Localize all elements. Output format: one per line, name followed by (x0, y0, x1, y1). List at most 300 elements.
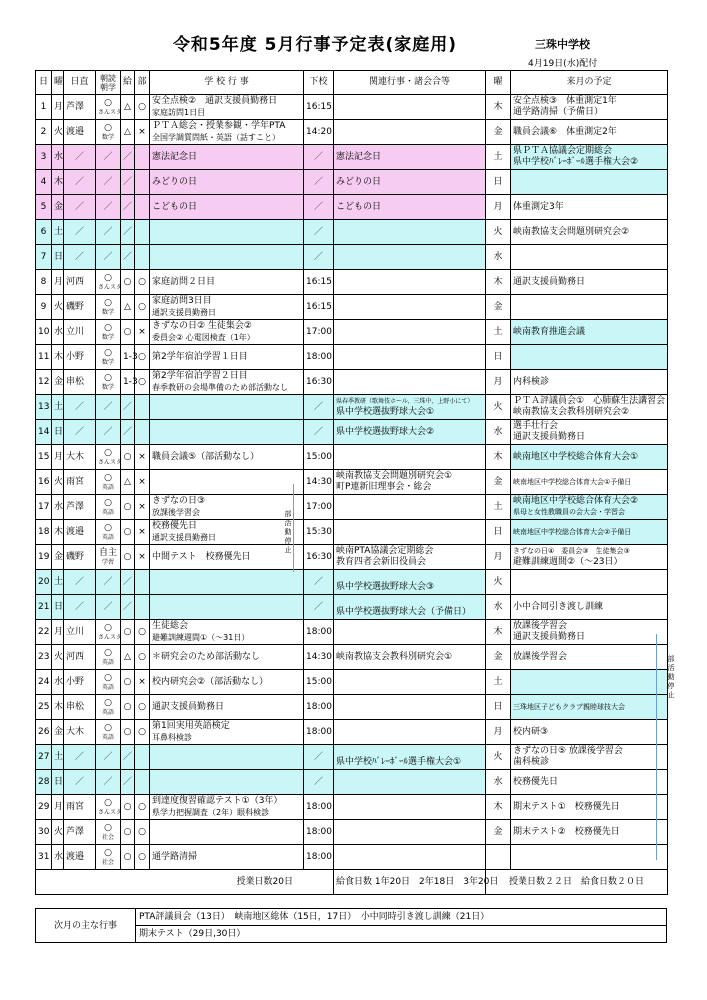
cell-lunch: ○ (121, 670, 135, 695)
cell-weekday: 木 (52, 170, 64, 195)
cell-related-events (334, 570, 486, 595)
cell-school-events (150, 220, 304, 245)
next-line-1: 期末テスト① 校務優先日 (513, 801, 620, 812)
cell-next-weekday: 水 (486, 245, 511, 270)
cell-day: 9 (36, 295, 52, 320)
cell-dismissal: 18:00 (304, 620, 334, 645)
cell-school-events (150, 95, 304, 120)
cell-day: 8 (36, 270, 52, 295)
next-line-1: 職員会議⑥ 体重測定2年 (513, 126, 617, 137)
club-stop-label-june: 部 活 動 停 止 (667, 655, 675, 699)
table-row (36, 195, 668, 220)
cell-club: × (135, 445, 150, 470)
cell-club: ○ (135, 95, 150, 120)
cell-weekday: 日 (52, 595, 64, 620)
next-line-1: 峡南地区中学校総合体育大会① (513, 451, 639, 462)
cell-next-weekday: 日 (486, 345, 511, 370)
cell-dismissal: 18:00 (304, 720, 334, 745)
morning-subject: さんスタ (98, 634, 123, 641)
event-line-2: 避難訓練週間①（～31日） (152, 632, 250, 642)
cell-lunch: △ (121, 120, 135, 145)
header-lunch: 給 (121, 71, 135, 95)
morning-subject: 数学 (101, 134, 114, 141)
cell-lunch: ／ (121, 395, 135, 420)
morning-subject: 学習 (101, 559, 114, 566)
cell-day: 23 (36, 645, 52, 670)
morning-mark: ／ (103, 176, 113, 187)
event-line-2: 放課後学習会 (152, 507, 200, 517)
cell-related-events (334, 670, 486, 695)
event-line-1: ＊研究会のため部活動なし (152, 651, 261, 662)
cell-duty: 芦澤 (64, 820, 96, 845)
cell-next-month (511, 170, 668, 195)
cell-next-month (511, 845, 668, 870)
cell-lunch: ○ (121, 445, 135, 470)
cell-weekday: 火 (52, 470, 64, 495)
morning-subject: 英語 (101, 684, 114, 691)
cell-weekday: 水 (52, 670, 64, 695)
cell-next-month (511, 620, 668, 645)
cell-related-events (334, 595, 486, 620)
cell-club: × (135, 320, 150, 345)
summary-line-2: 期末テスト（29日,30日） (136, 926, 667, 943)
cell-next-weekday: 金 (486, 645, 511, 670)
club-stop-arrow-june (656, 634, 657, 860)
cell-next-weekday: 月 (486, 545, 511, 570)
cell-weekday: 日 (52, 245, 64, 270)
table-row (36, 720, 668, 745)
cell-next-weekday: 木 (486, 620, 511, 645)
next-line-2: 避難訓練週間②（～23日） (513, 557, 623, 567)
table-row (36, 370, 668, 395)
cell-school-events (150, 120, 304, 145)
cell-next-weekday: 金 (486, 120, 511, 145)
cell-club: × (135, 545, 150, 570)
event-line-1: きずなの日③ (152, 495, 206, 506)
table-row (36, 845, 668, 870)
cell-weekday: 土 (52, 570, 64, 595)
next-line-1: 峡南地区中学校総合体育大会①予備日 (513, 477, 632, 486)
morning-subject: 数学 (101, 334, 114, 341)
cell-next-weekday: 金 (486, 470, 511, 495)
related-line-1: 峡南教協支会問題別研究会① (336, 471, 453, 481)
cell-dismissal: 16:30 (304, 545, 334, 570)
cell-morning (96, 545, 121, 570)
cell-morning (96, 345, 121, 370)
cell-related-events (334, 395, 486, 420)
cell-weekday: 木 (52, 345, 64, 370)
header-dismissal: 下校 (304, 71, 334, 95)
cell-related-events (334, 795, 486, 820)
cell-morning (96, 145, 121, 170)
event-line-2: 委員会② 心電図検査（1年） (152, 332, 255, 342)
cell-dismissal: ／ (304, 170, 334, 195)
morning-subject: 英語 (101, 534, 114, 541)
cell-next-month (511, 470, 668, 495)
cell-weekday: 月 (52, 445, 64, 470)
cell-duty: 大木 (64, 445, 96, 470)
morning-mark: ○ (104, 448, 112, 458)
cell-next-month (511, 495, 668, 520)
morning-mark: ○ (104, 323, 112, 333)
cell-school-events (150, 195, 304, 220)
cell-lunch: ／ (121, 245, 135, 270)
cell-next-weekday: 木 (486, 270, 511, 295)
cell-dismissal: ／ (304, 245, 334, 270)
cell-duty: ／ (64, 770, 96, 795)
cell-lunch: ○ (121, 845, 135, 870)
cell-next-month (511, 745, 668, 770)
table-row (36, 770, 668, 795)
cell-dismissal: 15:30 (304, 520, 334, 545)
morning-subject: 英語 (101, 709, 114, 716)
cell-related-events (334, 420, 486, 445)
cell-duty: ／ (64, 745, 96, 770)
cell-lunch: 1-3 (121, 345, 135, 370)
cell-club (135, 595, 150, 620)
cell-next-month (511, 370, 668, 395)
cell-weekday: 水 (52, 845, 64, 870)
related-line-2: 県中学校選抜野球大会① (336, 407, 435, 417)
cell-duty: ／ (64, 195, 96, 220)
club-stop-label-may: 部 活 動 停 止 (284, 510, 292, 554)
cell-morning (96, 645, 121, 670)
cell-related-events (334, 220, 486, 245)
event-line-1: みどりの日 (152, 176, 198, 187)
cell-weekday: 月 (52, 620, 64, 645)
morning-mark: ／ (103, 751, 113, 762)
cell-school-events (150, 145, 304, 170)
cell-next-weekday: 火 (486, 570, 511, 595)
cell-next-weekday: 土 (486, 320, 511, 345)
cell-weekday: 火 (52, 120, 64, 145)
related-line-2: 教育四者会新旧役員会 (336, 557, 427, 567)
cell-next-weekday: 火 (486, 395, 511, 420)
header-duty: 日直 (64, 71, 96, 95)
cell-club: × (135, 120, 150, 145)
cell-school-events (150, 345, 304, 370)
morning-mark: ○ (104, 373, 112, 383)
cell-morning (96, 170, 121, 195)
header-club: 部 (135, 71, 150, 95)
event-line-1: 生徒総会 (152, 620, 189, 631)
header-related-events: 関連行事・諸会合等 (334, 71, 486, 95)
cell-duty: 芦澤 (64, 495, 96, 520)
table-row (36, 520, 668, 545)
cell-school-events (150, 820, 304, 845)
cell-related-events (334, 745, 486, 770)
cell-lunch: △ (121, 95, 135, 120)
morning-mark: ○ (104, 823, 112, 833)
table-row (36, 420, 668, 445)
cell-dismissal: ／ (304, 220, 334, 245)
cell-duty: 河西 (64, 270, 96, 295)
cell-next-weekday: 土 (486, 670, 511, 695)
cell-weekday: 水 (52, 320, 64, 345)
table-row (36, 745, 668, 770)
next-line-2: 県母と女性教職員の会大会・学習会 (513, 508, 625, 516)
next-line-2: 峡南教協支会教科別研究会② (513, 407, 630, 417)
next-line-1: 選手壮行会 (513, 421, 559, 431)
cell-weekday: 金 (52, 370, 64, 395)
cell-related-events (334, 495, 486, 520)
morning-subject: 英語 (101, 659, 114, 666)
event-line-2: 全国学調質問紙・英語（話すこと） (152, 132, 280, 142)
cell-next-month (511, 120, 668, 145)
cell-next-month (511, 695, 668, 720)
cell-next-month (511, 520, 668, 545)
cell-next-month (511, 770, 668, 795)
table-row (36, 345, 668, 370)
next-line-1: 放課後学習会 (513, 621, 568, 631)
next-line-1: きずなの日⑤ 放課後学習会 (513, 746, 623, 756)
cell-next-month (511, 95, 668, 120)
cell-related-events (334, 620, 486, 645)
cell-day: 2 (36, 120, 52, 145)
cell-school-events (150, 445, 304, 470)
header-morning: 朝読朝学 (96, 71, 121, 95)
event-line-1: ＰＴＡ総会・授業参観・学年PTA (152, 120, 286, 131)
summary-line-1: PTA評議員会（13日） 峡南地区総体（15日，17日） 小中同時引き渡し訓練（21日） (136, 909, 667, 926)
cell-duty: ／ (64, 595, 96, 620)
event-line-1: 第1回実用英語検定 (152, 720, 230, 731)
cell-club: ○ (135, 695, 150, 720)
cell-dismissal: 18:00 (304, 820, 334, 845)
next-line-2: 通訳支援員勤務日 (513, 632, 586, 642)
cell-dismissal: 14:30 (304, 470, 334, 495)
cell-morning (96, 320, 121, 345)
cell-morning (96, 220, 121, 245)
event-line-1: 職員会議⑤（部活動なし） (152, 451, 260, 462)
lunch-days-total: 給食日数 1年20日 2年18日 3年20日 (334, 870, 486, 895)
table-row (36, 120, 668, 145)
morning-mark: ○ (104, 723, 112, 733)
cell-club (135, 245, 150, 270)
header-weekday: 曜 (52, 71, 64, 95)
cell-day: 3 (36, 145, 52, 170)
morning-subject: さんスタ (98, 809, 123, 816)
table-row (36, 320, 668, 345)
cell-dismissal: ／ (304, 420, 334, 445)
cell-school-events (150, 470, 304, 495)
cell-day: 31 (36, 845, 52, 870)
cell-next-month (511, 320, 668, 345)
cell-duty: 河西 (64, 645, 96, 670)
cell-morning (96, 120, 121, 145)
cell-school-events (150, 520, 304, 545)
cell-weekday: 日 (52, 770, 64, 795)
cell-school-events (150, 370, 304, 395)
cell-club (135, 220, 150, 245)
cell-duty: 串松 (64, 370, 96, 395)
cell-club: ○ (135, 345, 150, 370)
distribution-date: 4月19日(水)配付 (528, 59, 598, 69)
cell-dismissal: 16:15 (304, 295, 334, 320)
cell-dismissal: ／ (304, 745, 334, 770)
morning-mark: ○ (104, 623, 112, 633)
cell-duty: 渡邉 (64, 520, 96, 545)
cell-club: ○ (135, 645, 150, 670)
morning-mark: ／ (103, 576, 113, 587)
cell-weekday: 日 (52, 420, 64, 445)
cell-related-events (334, 720, 486, 745)
summary-label: 次月の主な行事 (36, 909, 136, 943)
table-row (36, 445, 668, 470)
cell-morning (96, 820, 121, 845)
cell-lunch: ○ (121, 820, 135, 845)
cell-lunch: △ (121, 295, 135, 320)
morning-subject: 英語 (101, 509, 114, 516)
cell-club (135, 770, 150, 795)
cell-school-events (150, 270, 304, 295)
next-line-1: 峡南教協支会問題別研究会② (513, 226, 630, 237)
cell-day: 11 (36, 345, 52, 370)
cell-duty: 磯野 (64, 545, 96, 570)
cell-dismissal: 17:00 (304, 495, 334, 520)
cell-school-events (150, 695, 304, 720)
next-line-1: 校内研③ (513, 726, 549, 737)
cell-next-weekday: 月 (486, 370, 511, 395)
cell-next-month (511, 245, 668, 270)
cell-related-events (334, 820, 486, 845)
cell-duty: ／ (64, 170, 96, 195)
cell-next-weekday: 月 (486, 195, 511, 220)
cell-club (135, 570, 150, 595)
cell-related-events (334, 545, 486, 570)
morning-mark: ○ (104, 348, 112, 358)
morning-mark: ○ (104, 848, 112, 858)
cell-club (135, 745, 150, 770)
cell-day: 1 (36, 95, 52, 120)
cell-weekday: 金 (52, 545, 64, 570)
cell-school-events (150, 595, 304, 620)
cell-duty: 串松 (64, 695, 96, 720)
next-line-1: 県ＰＴＡ協議会定期総会 (513, 146, 613, 156)
table-row (36, 170, 668, 195)
event-line-2: 春季教研の会場準備のため部活動なし (152, 382, 288, 392)
cell-dismissal: 18:00 (304, 695, 334, 720)
event-line-1: 校内研究会②（部活動なし） (152, 676, 269, 687)
cell-duty: 小野 (64, 345, 96, 370)
cell-duty: 磯野 (64, 295, 96, 320)
cell-duty: 立川 (64, 320, 96, 345)
cell-morning (96, 370, 121, 395)
related-line-1: みどりの日 (336, 176, 382, 187)
cell-weekday: 土 (52, 395, 64, 420)
next-line-1: 内科検診 (513, 376, 550, 387)
morning-subject: 数学 (101, 359, 114, 366)
cell-morning (96, 745, 121, 770)
cell-next-month (511, 720, 668, 745)
cell-school-events (150, 720, 304, 745)
cell-school-events (150, 570, 304, 595)
cell-related-events (334, 320, 486, 345)
event-line-1: 中間テスト 校務優先日 (152, 551, 251, 562)
cell-lunch: ／ (121, 420, 135, 445)
cell-weekday: 火 (52, 295, 64, 320)
table-row (36, 495, 668, 520)
cell-duty: 雨宮 (64, 470, 96, 495)
cell-weekday: 月 (52, 795, 64, 820)
related-line-2: 県中学校選抜野球大会（予備日） (336, 607, 472, 617)
cell-day: 30 (36, 820, 52, 845)
cell-club: × (135, 520, 150, 545)
table-row (36, 95, 668, 120)
cell-lunch: ○ (121, 795, 135, 820)
table-row (36, 220, 668, 245)
cell-next-weekday (486, 845, 511, 870)
morning-mark: ／ (103, 151, 113, 162)
cell-next-month (511, 795, 668, 820)
cell-club: ○ (135, 845, 150, 870)
cell-school-events (150, 670, 304, 695)
cell-weekday: 月 (52, 270, 64, 295)
cell-lunch: ／ (121, 220, 135, 245)
cell-related-events (334, 695, 486, 720)
table-row (36, 270, 668, 295)
morning-mark: ／ (103, 426, 113, 437)
cell-club: ○ (135, 820, 150, 845)
cell-next-weekday: 金 (486, 295, 511, 320)
cell-related-events (334, 645, 486, 670)
cell-related-events (334, 445, 486, 470)
morning-mark: ／ (103, 401, 113, 412)
cell-dismissal: 16:15 (304, 95, 334, 120)
cell-morning (96, 570, 121, 595)
cell-lunch: ○ (121, 545, 135, 570)
cell-day: 16 (36, 470, 52, 495)
cell-school-events (150, 845, 304, 870)
cell-dismissal: ／ (304, 145, 334, 170)
cell-club (135, 420, 150, 445)
cell-school-events (150, 295, 304, 320)
cell-duty: ／ (64, 145, 96, 170)
cell-weekday: 月 (52, 95, 64, 120)
event-line-2: 通訳支援員勤務日 (152, 307, 216, 317)
cell-morning (96, 245, 121, 270)
next-line-1: 峡南教育推進会議 (513, 326, 586, 337)
cell-morning (96, 670, 121, 695)
next-line-2: 歯科検診 (513, 757, 550, 767)
cell-weekday: 水 (52, 495, 64, 520)
header-next-weekday: 曜 (486, 71, 511, 95)
cell-next-month (511, 420, 668, 445)
cell-day: 28 (36, 770, 52, 795)
cell-duty: ／ (64, 395, 96, 420)
table-row (36, 670, 668, 695)
cell-duty: ／ (64, 570, 96, 595)
next-line-2: 通訳支援員勤務日 (513, 432, 586, 442)
morning-mark: ○ (104, 498, 112, 508)
cell-next-weekday: 火 (486, 745, 511, 770)
cell-dismissal: 16:30 (304, 370, 334, 395)
morning-subject: さんスタ (98, 284, 123, 291)
event-line-1: 第2学年宿泊学習１日目 (152, 351, 248, 362)
cell-day: 12 (36, 370, 52, 395)
morning-subject: 数学 (101, 384, 114, 391)
cell-day: 20 (36, 570, 52, 595)
next-line-1: 三珠地区子どもクラブ親睦球技大会 (513, 702, 625, 711)
cell-school-events (150, 320, 304, 345)
cell-weekday: 土 (52, 745, 64, 770)
table-row (36, 470, 668, 495)
cell-lunch: ／ (121, 145, 135, 170)
totals-row (36, 870, 668, 895)
cell-dismissal: 18:00 (304, 845, 334, 870)
cell-day: 10 (36, 320, 52, 345)
cell-school-events (150, 770, 304, 795)
cell-related-events (334, 170, 486, 195)
